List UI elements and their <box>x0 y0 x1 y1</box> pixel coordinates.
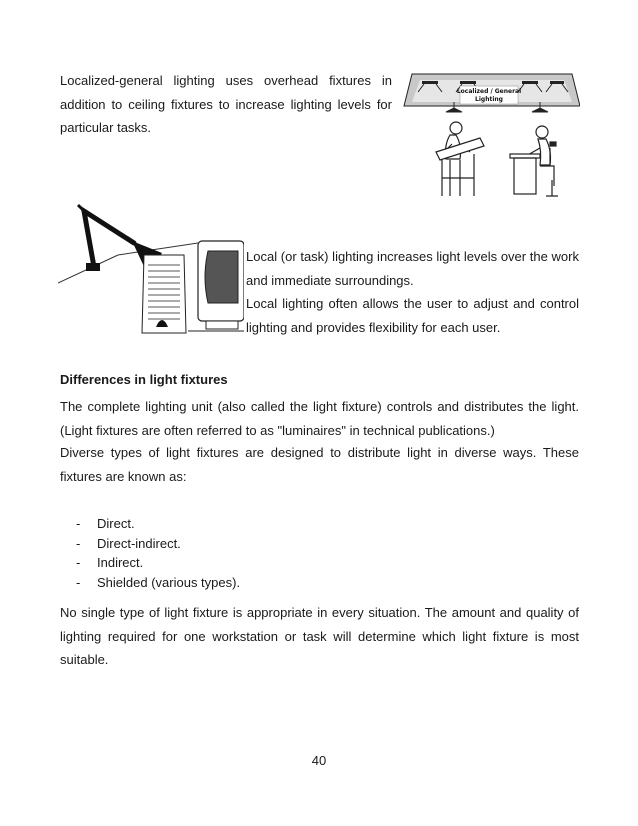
local-control-paragraph: Local lighting often allows the user to adjust and control lighting and provides flexibility for each user. <box>246 296 579 335</box>
fixture-types-list <box>76 514 240 592</box>
task-lamp-figure <box>58 203 244 337</box>
ceiling-label-line1: Localized / General <box>456 88 522 95</box>
section-heading: Differences in light fixtures <box>60 372 228 387</box>
ceiling-label-line2: Lighting <box>475 96 503 103</box>
list-item: - Direct-indirect. <box>76 535 181 551</box>
fixture-intro-paragraph: The complete lighting unit (also called the light fixture) controls and distributes the light. (Light fixtures are often referred to as "luminaires" in technical publications.) <box>60 399 579 438</box>
list-item-text: Shielded (various types). <box>97 574 241 590</box>
list-item: - Shielded (various types). <box>76 574 241 590</box>
page-number: 40 <box>311 753 327 768</box>
conclusion-paragraph: No single type of light fixture is appropriate in every situation. The amount and quality of lighting required for one workstation or task will determine which light fixture is most suitable. <box>60 605 579 667</box>
fixture-types-intro-paragraph: Diverse types of light fixtures are designed to distribute light in diverse ways. These fixtures are known as: <box>60 445 579 484</box>
localized-general-lighting-figure <box>400 68 580 198</box>
list-item-text: Direct-indirect. <box>97 535 181 551</box>
list-item: - Direct. <box>76 516 135 531</box>
list-item: - Indirect. <box>76 555 144 570</box>
local-task-lighting-paragraph: Local (or task) lighting increases light levels over the work and immediate surroundings. <box>246 249 579 288</box>
localized-general-paragraph: Localized-general lighting uses overhead fixtures in addition to ceiling fixtures to increase lighting levels for particular tasks. <box>60 73 392 135</box>
list-item-text: Indirect. <box>97 555 144 570</box>
list-item-text: Direct. <box>97 516 135 531</box>
